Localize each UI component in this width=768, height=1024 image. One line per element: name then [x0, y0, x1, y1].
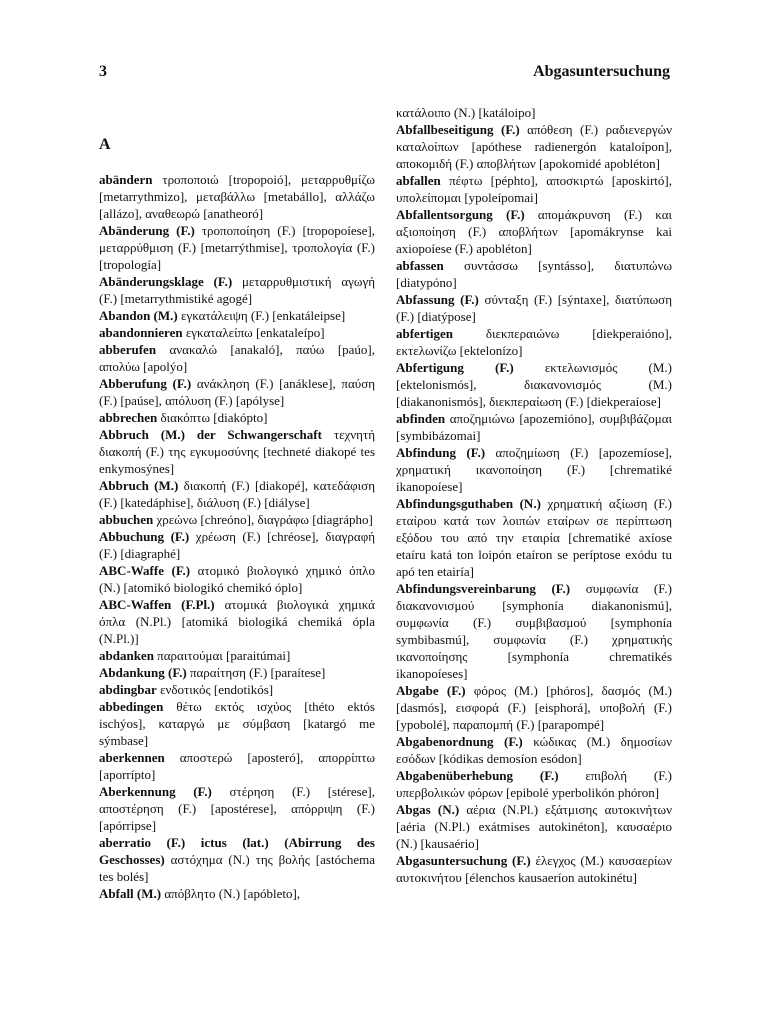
entry-translation: χρέωση (F.) [chréose], διαγραφή (F.) [diagraphé] — [99, 529, 375, 561]
entry-translation: απόθεση (F.) ραδιενεργών καταλοίπων [apóthese radienergón kataloípon], αποκομιδή (F.) αποβλήτων [apokomidé apobléton] — [396, 122, 673, 171]
dictionary-entry — [99, 171, 375, 222]
dictionary-entry — [99, 222, 375, 273]
entry-translation: θέτω εκτός ισχύος [théto ektós ischýos], καταργώ με σύμβαση [katargó me sýmbase] — [99, 699, 375, 748]
entry-translation: εγκατάλειψη (F.) [enkatáleipse] — [181, 308, 346, 323]
dictionary-entry — [99, 528, 375, 562]
entry-translation: κατάλοιπο (N.) [katáloipo] — [396, 105, 536, 120]
entry-translation: συμφωνία (F.) διακανονισμού [symphonía diakanonismú], συμφωνία (F.) συμβιβασμού [symphonía symbibasmú], συμφωνία (F.) χρηματικής ικανοποίησης [symphonía chrematikés ikanopoíeses] — [396, 581, 672, 681]
entry-translation: στέρηση (F.) [stérese], αποστέρηση (F.) [apostérese], απόρριψη (F.) [apórripse] — [99, 784, 376, 833]
dictionary-entry — [99, 409, 375, 426]
right-entries — [396, 104, 672, 886]
entry-translation: διακοπή (F.) [diakopé], κατεδάφιση (F.) [katedáphise], διάλυση (F.) [diályse] — [99, 478, 375, 510]
entry-translation: κώδικας (M.) δημοσίων εσόδων [kódikas demosíon esódon] — [396, 734, 673, 766]
dictionary-entry — [396, 682, 672, 733]
entry-headword: Abandon (M.) — [99, 308, 178, 323]
entry-headword: abbuchen — [99, 512, 154, 527]
entry-headword: Abfall (M.) — [99, 886, 162, 901]
dictionary-entry — [99, 426, 375, 477]
dictionary-entry — [99, 681, 375, 698]
entry-headword: Abbruch (M.) — [99, 478, 179, 493]
dictionary-entry — [99, 562, 375, 596]
entry-translation: συντάσσω [syntásso], διατυπώνω [diatypóno] — [396, 258, 673, 290]
dictionary-entry — [99, 749, 375, 783]
entry-headword: ABC-Waffe (F.) — [99, 563, 191, 578]
entry-headword: Abgas (N.) — [396, 802, 460, 817]
entry-translation: χρηματική αξίωση (F.) εταίρου κατά των λοιπών εταίρων σε περίπτωση εξόδου του από την εταιρία [chrematiké axíose etaíru katá ton loipón etaíron se períptose exódu tu apó ten etairía] — [396, 496, 673, 579]
entry-translation: εκτελωνισμός (M.) [ektelonismós], διακανονισμός (M.) [diakanonismós], διεκπεραίωση (F.) [diekperaíose] — [396, 360, 672, 409]
entry-translation: απόβλητο (N.) [apóbleto], — [164, 886, 301, 901]
entry-translation: διεκπεραιώνω [diekperaióno], εκτελωνίζω [ektelonízo] — [396, 326, 673, 358]
entry-headword: Abfindungsvereinbarung (F.) — [396, 581, 571, 596]
entry-headword: Abfertigung (F.) — [396, 360, 514, 375]
right-column — [396, 104, 672, 886]
dictionary-entry — [99, 647, 375, 664]
dictionary-entry — [396, 104, 672, 121]
section-letter: A — [99, 136, 111, 153]
entry-translation: παραιτούμαι [paraitúmai] — [157, 648, 291, 663]
entry-headword: Abfassung (F.) — [396, 292, 479, 307]
dictionary-entry — [396, 767, 672, 801]
dictionary-entry — [396, 580, 672, 682]
dictionary-entry — [99, 664, 375, 681]
entry-translation: ατομικά βιολογικά χημικά όπλα (N.Pl.) [atomiká biologiká chemiká ópla (N.Pl.)] — [99, 597, 375, 646]
dictionary-entry — [99, 375, 375, 409]
entry-headword: Abänderungsklage (F.) — [99, 274, 233, 289]
entry-headword: Abbruch (M.) der Schwangerschaft — [99, 427, 322, 442]
dictionary-entry — [99, 698, 375, 749]
dictionary-entry — [396, 852, 672, 886]
dictionary-entry — [396, 444, 672, 495]
dictionary-entry — [99, 341, 375, 375]
dictionary-entry — [99, 783, 375, 834]
entry-headword: ABC-Waffen (F.Pl.) — [99, 597, 215, 612]
dictionary-entry — [99, 307, 375, 324]
entry-headword: abbrechen — [99, 410, 158, 425]
dictionary-entry — [99, 324, 375, 341]
entry-translation: φόρος (M.) [phóros], δασμός (M.) [dasmós], εισφορά (F.) [eisphorá], υποβολή (F.) [ypobolé], παραπομπή (F.) [parapompé] — [396, 683, 672, 732]
entry-translation: παραίτηση (F.) [paraítese] — [189, 665, 326, 680]
entry-headword: abberufen — [99, 342, 157, 357]
left-column — [99, 104, 375, 902]
entry-headword: abfallen — [396, 173, 441, 188]
entry-translation: ενδοτικός [endotikós] — [160, 682, 274, 697]
entry-headword: aberkennen — [99, 750, 165, 765]
dictionary-entry — [396, 257, 672, 291]
dictionary-entry — [396, 801, 672, 852]
entry-headword: Abgabenordnung (F.) — [396, 734, 523, 749]
entry-headword: Abdankung (F.) — [99, 665, 187, 680]
entry-headword: aberratio (F.) ictus (lat.) (Abirrung des Geschosses) — [99, 835, 375, 867]
entry-translation: τεχνητή διακοπή (F.) της εγκυμοσύνης [techneté diakopé tes enkymosýnes] — [99, 427, 375, 476]
running-head: Abgasuntersuchung — [533, 63, 670, 80]
dictionary-entry — [99, 273, 375, 307]
dictionary-entry — [396, 121, 672, 172]
entry-translation: αέρια (N.Pl.) εξάτμισης αυτοκινήτων [aéria (N.Pl.) exátmises autokinéton], καυσαέριο (N.) [kausaério] — [396, 802, 672, 851]
entry-translation: αποζημίωση (F.) [apozemíose], χρηματική ικανοποίηση (F.) [chrematiké ikanopoíese] — [396, 445, 673, 494]
entry-headword: abdanken — [99, 648, 154, 663]
entry-translation: τροποποίηση (F.) [tropopoíese], μεταρρύθμιση (F.) [metarrýthmise], τροπολογία (F.) [tropología] — [99, 223, 376, 272]
entry-translation: ατομικό βιολογικό χημικό όπλο (N.) [atomikó biologikó chemikó óplo] — [99, 563, 375, 595]
entry-translation: μεταρρυθμιστική αγωγή (F.) [metarrythmistiké agogé] — [99, 274, 376, 306]
entry-headword: abfinden — [396, 411, 446, 426]
dictionary-entry — [396, 495, 672, 580]
entry-translation: πέφτω [péphto], αποσκιρτώ [aposkirtó], υπολείπομαι [ypoleípomai] — [396, 173, 672, 205]
entry-translation: ανακαλώ [anakaló], παύω [paúo], απολύω [apolýo] — [99, 342, 376, 374]
entry-headword: Abgasuntersuchung (F.) — [396, 853, 531, 868]
entry-translation: αστόχημα (N.) της βολής [astóchema tes bolés] — [99, 852, 376, 884]
entry-headword: Abgabe (F.) — [396, 683, 466, 698]
entry-headword: Abfallentsorgung (F.) — [396, 207, 525, 222]
entry-translation: σύνταξη (F.) [sýntaxe], διατύπωση (F.) [diatýpose] — [396, 292, 672, 324]
entry-headword: Aberkennung (F.) — [99, 784, 212, 799]
entry-translation: ανάκληση (F.) [anáklese], παύση (F.) [paúse], απόλυση (F.) [apólyse] — [99, 376, 375, 408]
entry-translation: διακόπτω [diakópto] — [160, 410, 268, 425]
dictionary-entry — [396, 206, 672, 257]
entry-translation: απομάκρυνση (F.) και αξιοποίηση (F.) αποβλήτων [apomákrynse kai axiopoíese (F.) apobléton] — [396, 207, 673, 256]
entry-headword: Abfallbeseitigung (F.) — [396, 122, 520, 137]
entry-translation: τροποποιώ [tropopoió], μεταρρυθμίζω [metarrythmizo], μεταβάλλω [metabállo], αλλάζω [allázo], αναθεωρώ [anatheoró] — [99, 172, 375, 221]
entry-headword: Abfindung (F.) — [396, 445, 486, 460]
left-entries — [99, 171, 375, 902]
entry-headword: abfertigen — [396, 326, 454, 341]
dictionary-entry — [99, 596, 375, 647]
dictionary-entry — [396, 325, 672, 359]
entry-translation: έλεγχος (M.) καυσαερίων αυτοκινήτου [élenchos kausaeríon autokinétu] — [396, 853, 672, 885]
entry-headword: Abberufung (F.) — [99, 376, 192, 391]
dictionary-entry — [396, 291, 672, 325]
entry-headword: abändern — [99, 172, 153, 187]
entry-headword: Abänderung (F.) — [99, 223, 195, 238]
dictionary-entry — [99, 511, 375, 528]
entry-translation: αποζημιώνω [apozemióno], συμβιβάζομαι [symbibázomai] — [396, 411, 672, 443]
entry-translation: εγκαταλείπω [enkataleípo] — [185, 325, 325, 340]
entry-translation: αποστερώ [aposteró], απορρίπτω [aporrípto] — [99, 750, 376, 782]
dictionary-entry — [396, 172, 672, 206]
dictionary-entry — [396, 410, 672, 444]
entry-headword: Abgabenüberhebung (F.) — [396, 768, 559, 783]
dictionary-entry — [396, 733, 672, 767]
dictionary-entry — [396, 359, 672, 410]
dictionary-entry — [99, 477, 375, 511]
entry-headword: Abfindungsguthaben (N.) — [396, 496, 541, 511]
entry-headword: abandonnieren — [99, 325, 183, 340]
entry-translation: επιβολή (F.) υπερβολικών φόρων [epibolé yperbolikón phóron] — [396, 768, 672, 800]
dictionary-entry — [99, 834, 375, 885]
entry-headword: abdingbar — [99, 682, 157, 697]
entry-headword: abbedingen — [99, 699, 164, 714]
entry-headword: abfassen — [396, 258, 444, 273]
entry-headword: Abbuchung (F.) — [99, 529, 190, 544]
entry-translation: χρεώνω [chreóno], διαγράφω [diagrápho] — [156, 512, 373, 527]
page-number: 3 — [99, 63, 107, 80]
dictionary-entry — [99, 885, 375, 902]
